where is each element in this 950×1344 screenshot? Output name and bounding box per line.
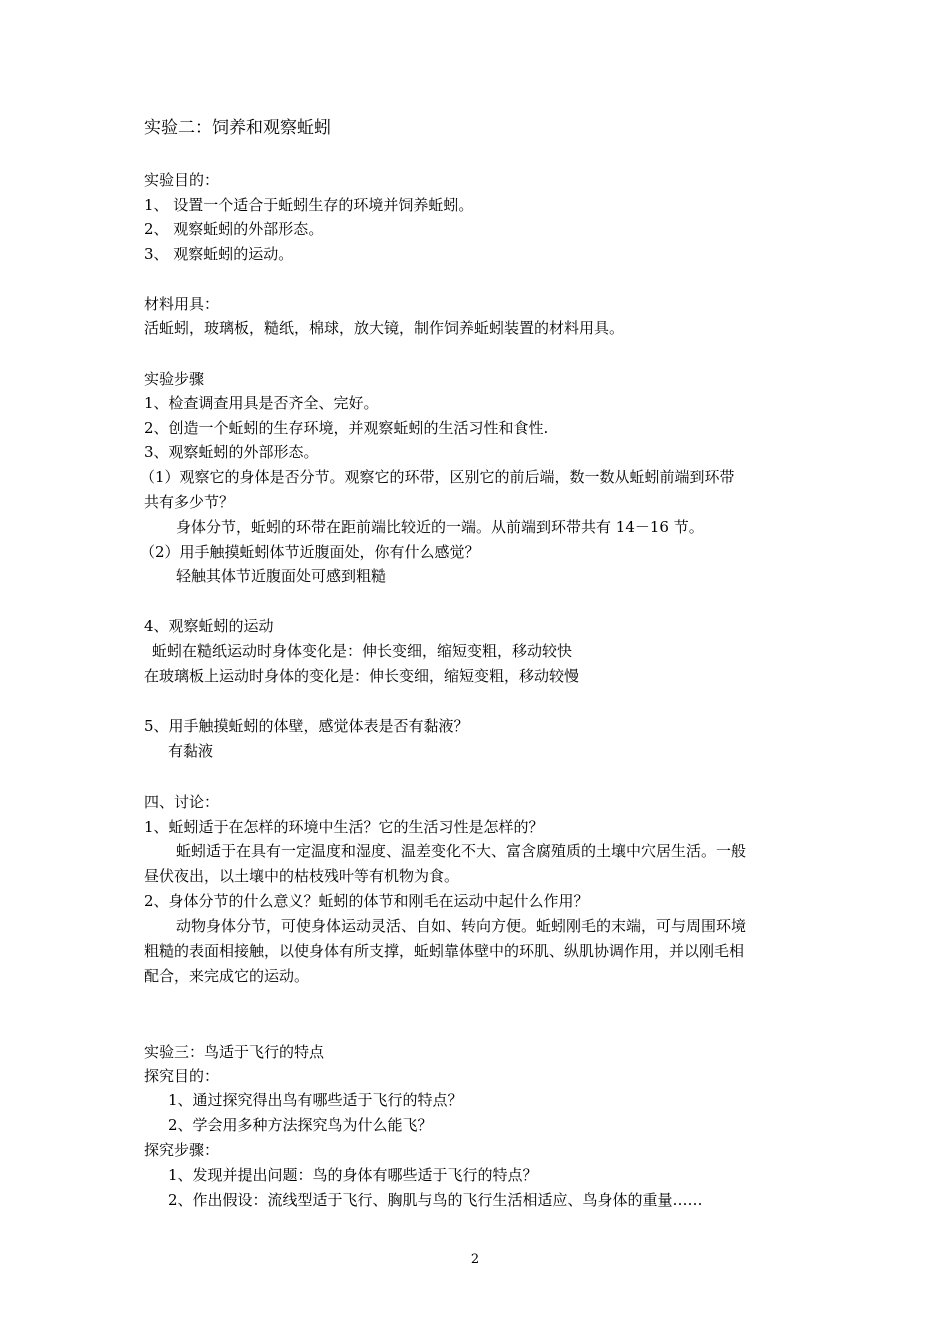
step-4-line: 蚯蚓在糙纸运动时身体变化是：伸长变细，缩短变粗，移动较快 [152, 642, 573, 660]
materials-text: 活蚯蚓，玻璃板，糙纸，棉球，放大镜，制作饲养蚯蚓装置的材料用具。 [144, 319, 625, 337]
step-line: 2、创造一个蚯蚓的生存环境，并观察蚯蚓的生活习性和食性. [144, 419, 549, 437]
discussion-line: 动物身体分节，可使身体运动灵活、自如、转向方便。蚯蚓刚毛的末端，可与周围环境 [176, 917, 747, 935]
discussion-line: 1、蚯蚓适于在怎样的环境中生活？它的生活习性是怎样的？ [144, 818, 544, 836]
exp3-line: 探究目的： [144, 1067, 220, 1085]
exp3-line: 探究步骤： [144, 1141, 220, 1159]
purpose-item: 3、 观察蚯蚓的运动。 [144, 245, 294, 263]
step-4-heading: 4、观察蚯蚓的运动 [144, 617, 274, 635]
step-4-line: 在玻璃板上运动时身体的变化是：伸长变细，缩短变粗，移动较慢 [144, 667, 580, 685]
step-line: （2）用手触摸蚯蚓体节近腹面处，你有什么感觉？ [140, 543, 480, 561]
discussion-line: 蚯蚓适于在具有一定温度和湿度、温差变化不大、富含腐殖质的土壤中穴居生活。一般 [176, 842, 747, 860]
step-line: 1、检查调查用具是否齐全、完好。 [144, 394, 379, 412]
purpose-item: 1、 设置一个适合于蚯蚓生存的环境并饲养蚯蚓。 [144, 196, 474, 214]
step-answer: 轻触其体节近腹面处可感到粗糙 [176, 567, 387, 585]
step-5-answer: 有黏液 [168, 742, 214, 760]
exp3-line: 2、作出假设：流线型适于飞行、胸肌与鸟的飞行生活相适应、鸟身体的重量…… [168, 1191, 703, 1209]
step-line: 3、观察蚯蚓的外部形态。 [144, 443, 319, 461]
step-5-question: 5、用手触摸蚯蚓的体壁，感觉体表是否有黏液？ [144, 717, 469, 735]
steps-heading: 实验步骤 [144, 370, 205, 388]
purpose-item: 2、 观察蚯蚓的外部形态。 [144, 220, 324, 238]
discussion-line: 粗糙的表面相接触，以使身体有所支撑，蚯蚓靠体壁中的环肌、纵肌协调作用，并以刚毛相 [144, 942, 745, 960]
purpose-heading: 实验目的： [144, 171, 220, 189]
discussion-heading: 四、讨论： [144, 793, 220, 811]
page-number: 2 [470, 1252, 480, 1267]
discussion-line: 配合，来完成它的运动。 [144, 967, 310, 985]
step-line: （1）观察它的身体是否分节。观察它的环带，区别它的前后端，数一数从蚯蚓前端到环带 [140, 468, 735, 486]
materials-heading: 材料用具： [144, 295, 220, 313]
step-line: 共有多少节？ [144, 493, 235, 511]
step-answer: 身体分节，蚯蚓的环带在距前端比较近的一端。从前端到环带共有 14－16 节。 [176, 518, 704, 536]
exp3-line: 1、发现并提出问题：鸟的身体有哪些适于飞行的特点？ [168, 1166, 538, 1184]
experiment-2-title: 实验二：饲养和观察蚯蚓 [144, 118, 331, 138]
discussion-line: 2、身体分节的什么意义？蚯蚓的体节和刚毛在运动中起什么作用？ [144, 892, 589, 910]
exp3-line: 2、学会用多种方法探究鸟为什么能飞？ [168, 1116, 433, 1134]
exp3-line: 1、通过探究得出鸟有哪些适于飞行的特点？ [168, 1091, 463, 1109]
experiment-3-title: 实验三：鸟适于飞行的特点 [144, 1043, 325, 1061]
discussion-line: 昼伏夜出，以土壤中的枯枝残叶等有机物为食。 [144, 867, 460, 885]
